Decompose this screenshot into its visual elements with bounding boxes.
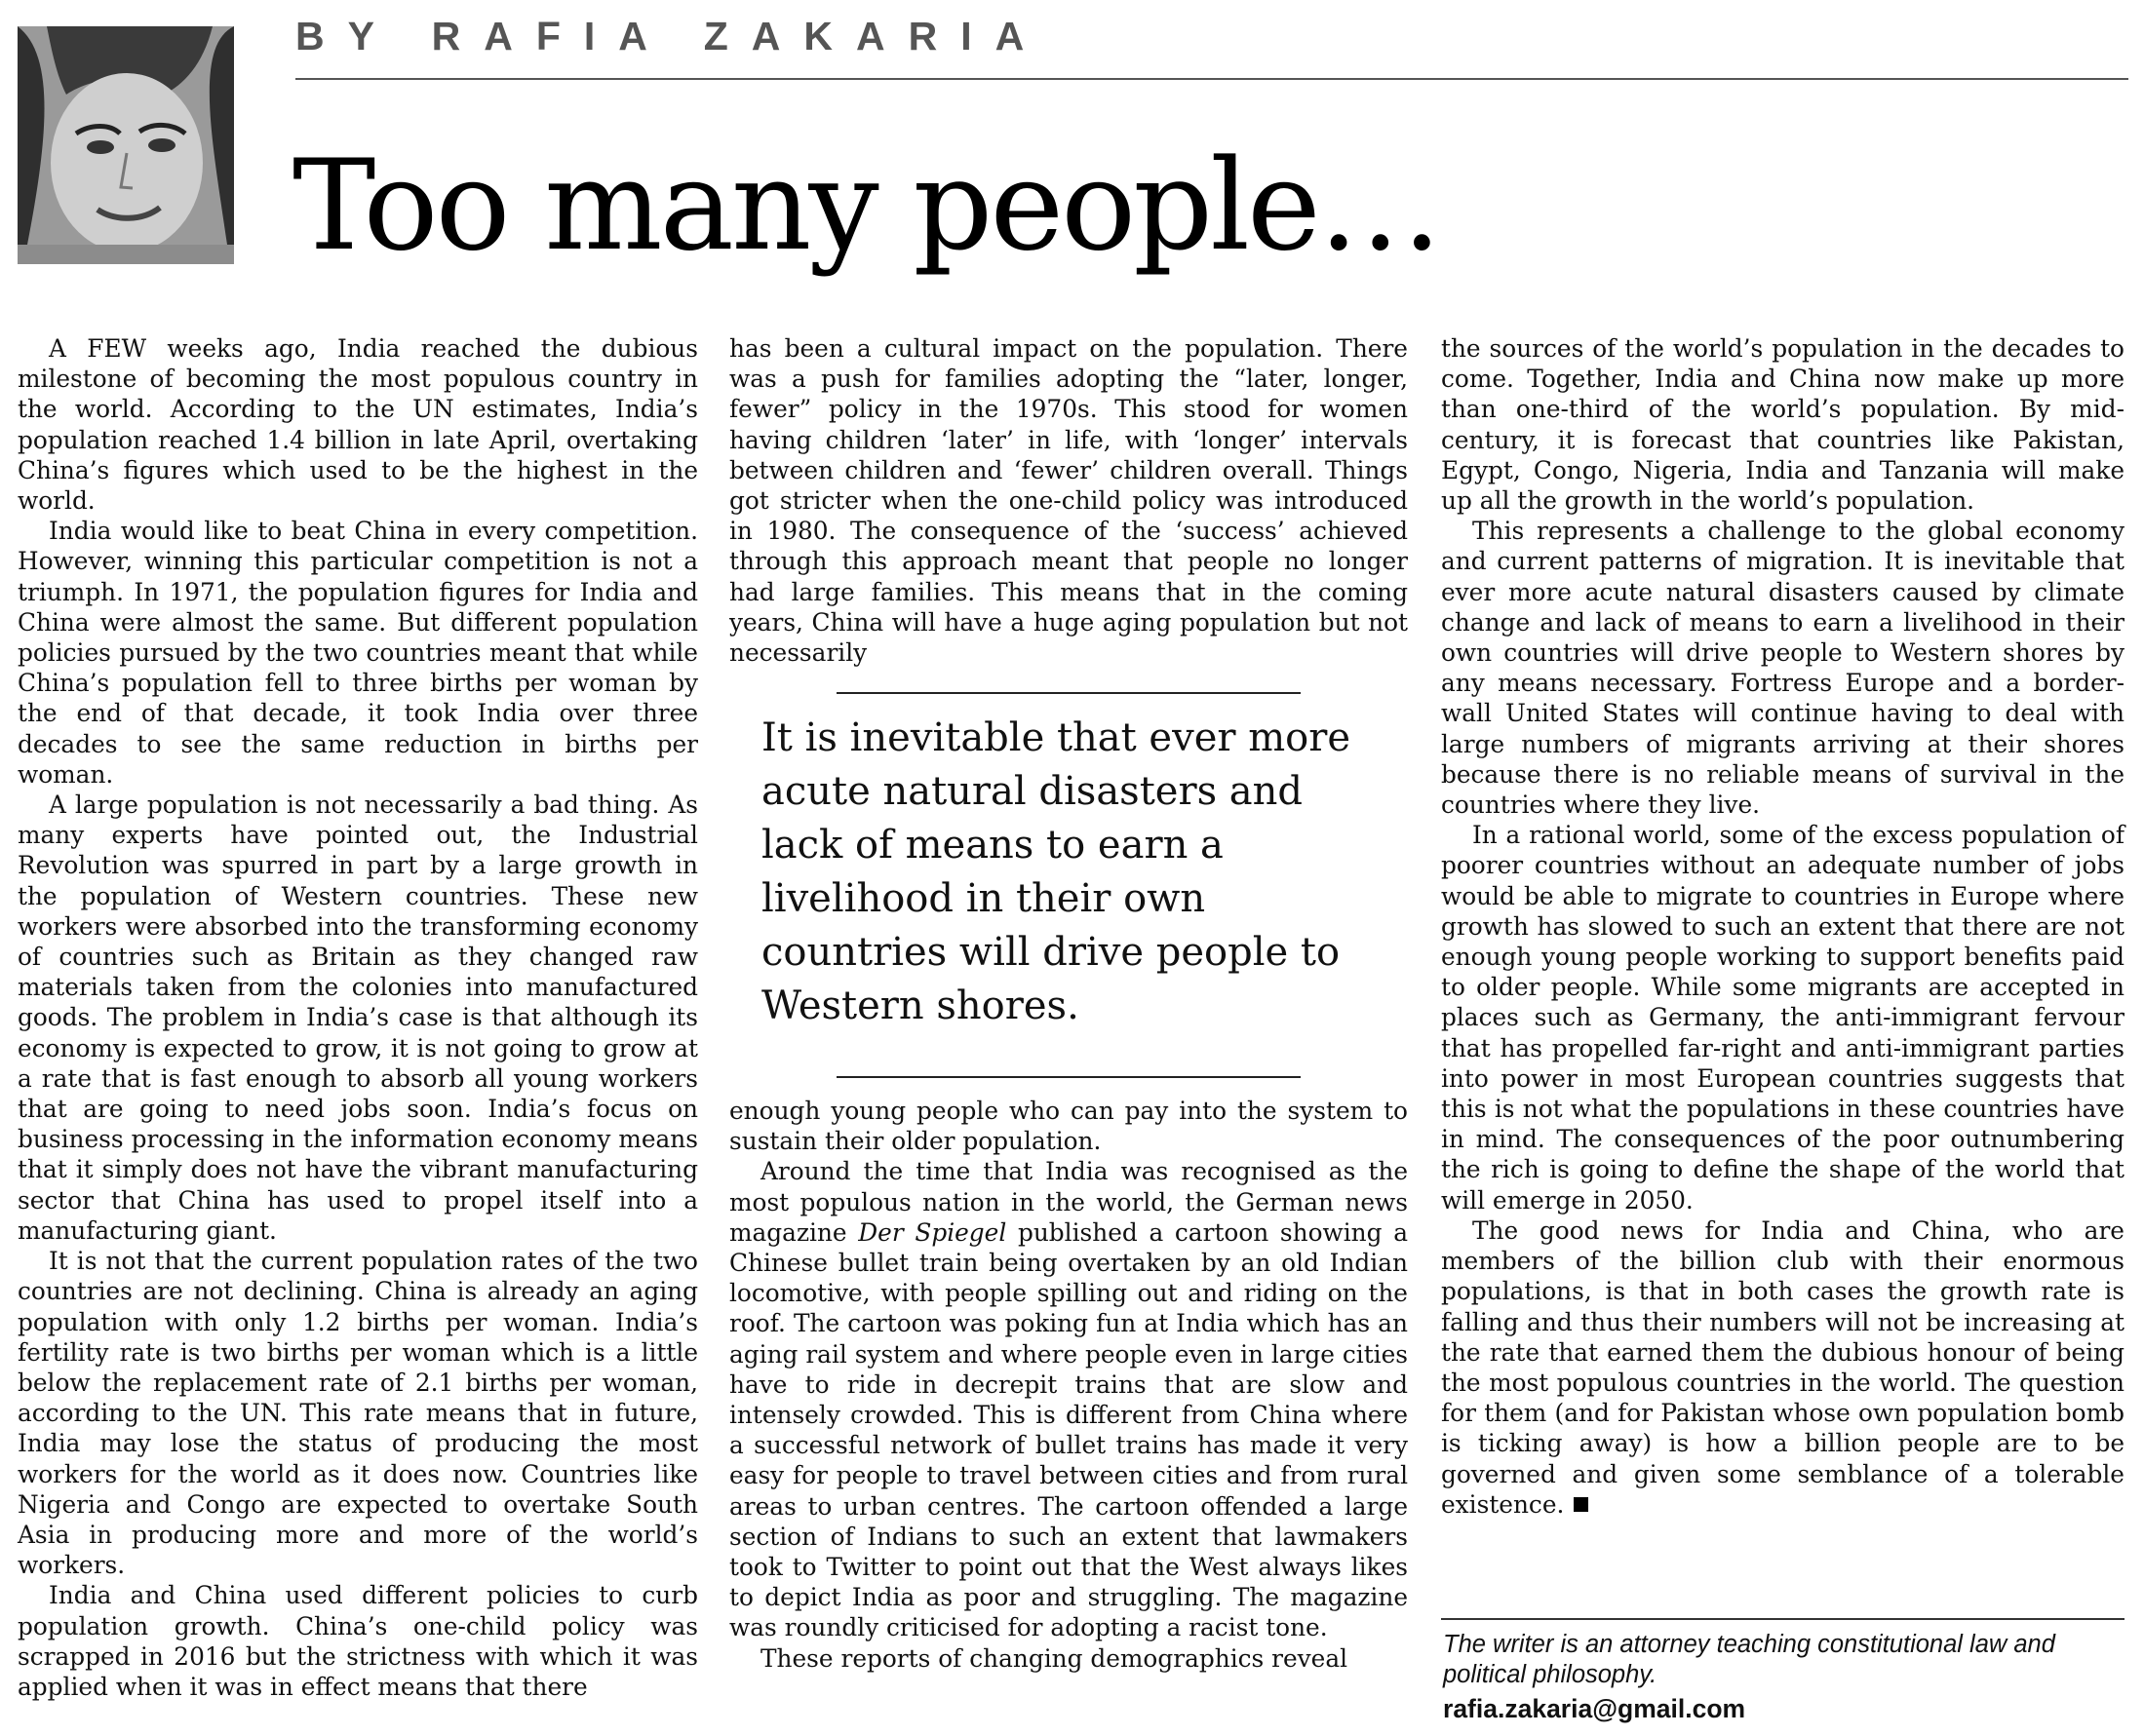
byline: BY RAFIA ZAKARIA [295,14,1048,58]
paragraph: India and China used different policies to curb population growth. China’s one-child policy was scrapped in 2016 but the strictness with which it was applied when it was in effect means that there [18,1581,698,1701]
paragraph [1441,1215,2125,1520]
paragraph: India would like to beat China in every competition. However, winning this particular competition is not a triumph. In 1971, the population figures for India and China were almost the same. But different population policies pursued by the two countries meant that while China’s population fell to three births per woman by the end of that decade, it took India over three decades to see the same reduction in births per woman. [18,517,698,789]
paragraph: In a rational world, some of the excess population of poorer countries without an adequate number of jobs would be able to migrate to countries in Europe where growth has slowed to such an extent that there are not enough young people working to support benefits paid to older people. While some migrants are accepted in places such as Germany, the anti-immigrant fervour that has propelled far-right and anti-immigrant parties into power in most European countries suggests that this is not what the populations in these countries have in mind. The consequences of the poor outnumbering the rich is going to define the shape of the world that will emerge in 2050. [1441,821,2125,1215]
paragraph-text: The good news for India and China, who are members of the billion club with their enormous populations, is that in both cases the growth rate is falling and thus their numbers will not be increasing at the rate that earned them the dubious honour of being the most populous countries in the world. The question for them (and for Pakistan whose own population bomb is ticking away) is how a billion people are to be governed and given some semblance of a tolerable existence. [1441,1215,2125,1519]
photo-footer-bar [18,245,234,264]
paragraph-text: published a cartoon showing a Chinese bullet train being overtaken by an old Indian locomotive, with people spilling out and riding on the roof. The cartoon was poking fun at India which has an aging rail system and where people even in large cities have to ride in decrepit trains that are slow and intensely crowded. This is different from China where a successful network of bullet trains has made it very easy for people to travel between cities and from rural areas to urban centres. The cartoon offended a large section of Indians to such an extent that lawmakers took to Twitter to point out that the West always likes to depict India as poor and struggling. The magazine was roundly criticised for adopting a racist tone. [729,1217,1408,1642]
pullquote: It is inevitable that ever more acute natural disasters and lack of means to earn a livelihood in their own countries will drive people to Western shores. [761,715,1351,1028]
article-column-1 [18,333,698,1702]
article-column-2-bottom [729,1096,1408,1674]
paragraph: These reports of changing demographics reveal [760,1643,1348,1673]
end-mark-icon [1574,1497,1588,1512]
publication-name: Der Spiegel [858,1217,1007,1247]
pullquote-rule-top [837,692,1301,694]
paragraph: A FEW weeks ago, India reached the dubious milestone of becoming the most populous country in the world. According to the UN estimates, India’s population reached 1.4 billion in late April, overtaking China’s figures which used to be the highest in the world. [18,334,698,516]
article-column-3 [1441,333,2125,1520]
article-column-2-top [729,333,1408,668]
paragraph-text: Around the time that India was recognised as the most populous nation in the world, the German news magazine [729,1157,1408,1247]
paragraph [729,1156,1408,1642]
pullquote-rule-bottom [837,1076,1301,1078]
paragraph: the sources of the world’s population in the decades to come. Together, India and China now make up more than one-third of the world’s population. By mid-century, it is forecast that countries like Pakistan, Egypt, Congo, Nigeria, India and Tanzania will make up all the growth in the world’s population. [1441,334,2125,516]
paragraph: It is not that the current population rates of the two countries are not declining. China is already an aging population with only 1.2 births per woman. India’s fertility rate is two births per woman which is a little below the replacement rate of 2.1 births per woman, according to the UN. This rate means that in future, India may lose the status of producing the most workers for the world as it does now. Countries like Nigeria and Congo are expected to overtake South Asia in producing more and more of the world’s workers. [18,1247,698,1580]
paragraph: has been a cultural impact on the population. There was a push for families adopting the “later, longer, fewer” policy in the 1970s. This stood for women having children ‘later’ in life, with ‘longer’ intervals between children and ‘fewer’ children overall. Things got stricter when the one-child policy was introduced in 1980. The consequence of the ‘success’ achieved through this approach meant that people no longer had large families. This means that in the coming years, China will have a huge aging population but not necessarily [729,334,1408,668]
paragraph: A large population is not necessarily a bad thing. As many experts have pointed out, the Industrial Revolution was spurred in part by a large growth in the population of Western countries. These new workers were absorbed into the transforming economy of countries such as Britain as they changed raw materials taken from the colonies into manufactured goods. The problem in India’s case is that although its economy is expected to grow, it is not going to grow at a rate that is fast enough to absorb all young workers that are going to need jobs soon. India’s focus on business processing in the information economy means that it simply does not have the vibrant manufacturing sector that China has used to propel itself into a manufacturing giant. [18,791,698,1245]
bio-rule [1441,1618,2125,1620]
byline-rule [295,78,2128,80]
author-portrait-illustration [18,26,234,264]
author-bio: The writer is an attorney teaching constitutional law and political philosophy. [1443,1631,2055,1688]
headline: Too many people… [292,134,1440,279]
paragraph: enough young people who can pay into the system to sustain their older population. [729,1097,1408,1156]
author-email: rafia.zakaria@gmail.com [1443,1694,1746,1723]
author-photo [18,26,234,264]
paragraph: This represents a challenge to the global economy and current patterns of migration. It is inevitable that ever more acute natural disasters caused by climate change and lack of means to earn a livelihood in their own countries will drive people to Western shores by any means necessary. Fortress Europe and a border-wall United States will continue having to deal with large numbers of migrants arriving at their shores because there is no reliable means of survival in the countries where they live. [1441,517,2125,820]
